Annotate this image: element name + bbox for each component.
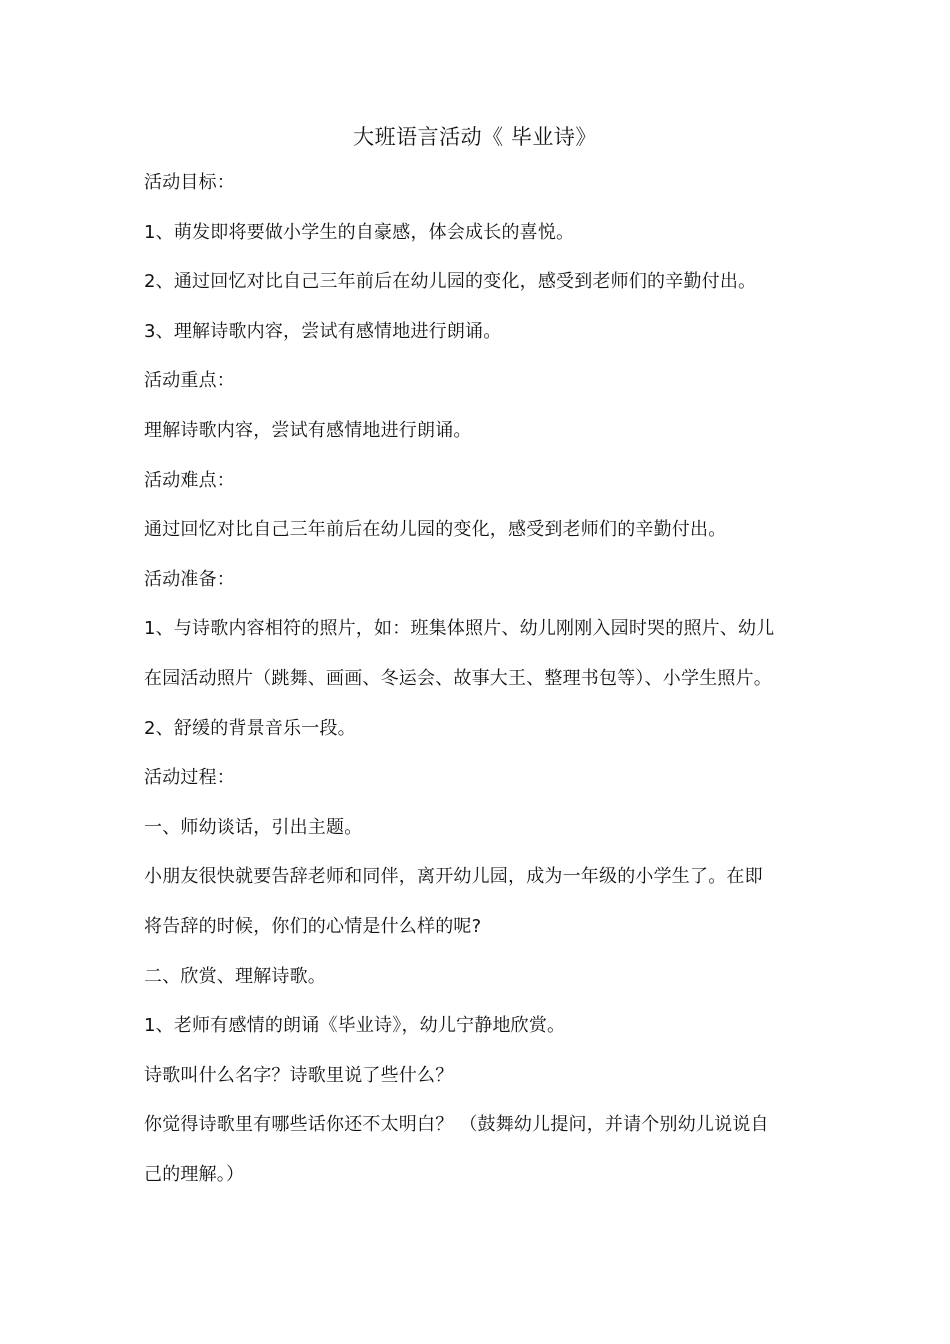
section-heading-focus: 活动重点：	[144, 370, 235, 392]
process-step-1: 一、师幼谈话，引出主题。	[144, 816, 363, 838]
goal-item-1: 1、萌发即将要做小学生的自豪感，体会成长的喜悦。	[144, 221, 575, 243]
process-substep-1: 1、老师有感情的朗诵《毕业诗》，幼儿宁静地欣赏。	[144, 1015, 566, 1037]
preparation-item-2: 2、舒缓的背景音乐一段。	[144, 717, 356, 739]
process-paragraph-line-1: 小朋友很快就要告辞老师和同伴，离开幼儿园，成为一年级的小学生了。在即	[144, 866, 763, 888]
goal-item-3: 3、理解诗歌内容，尝试有感情地进行朗诵。	[144, 320, 502, 342]
document-body	[144, 158, 824, 1199]
question-line-1: 诗歌叫什么名字？诗歌里说了些什么？	[144, 1064, 454, 1086]
focus-text: 理解诗歌内容，尝试有感情地进行朗诵。	[144, 419, 472, 441]
preparation-item-1-line-2: 在园活动照片（跳舞、画画、冬运会、故事大王、整理书包等）、小学生照片。	[144, 667, 772, 689]
section-heading-difficulty: 活动难点：	[144, 469, 235, 491]
process-step-2: 二、欣赏、理解诗歌。	[144, 965, 326, 987]
goal-item-2: 2、通过回忆对比自己三年前后在幼儿园的变化，感受到老师们的辛勤付出。	[144, 271, 757, 293]
section-heading-goals: 活动目标：	[144, 172, 235, 193]
process-paragraph-line-2: 将告辞的时候，你们的心情是什么样的呢?	[144, 915, 482, 937]
document-title: 大班语言活动《 毕业诗》	[353, 125, 597, 149]
question-line-3: 己的理解。）	[144, 1163, 245, 1185]
difficulty-text: 通过回忆对比自己三年前后在幼儿园的变化，感受到老师们的辛勤付出。	[144, 519, 727, 541]
preparation-item-1-line-1: 1、与诗歌内容相符的照片，如：班集体照片、幼儿刚刚入园时哭的照片、幼儿	[144, 618, 775, 640]
section-heading-preparation: 活动准备：	[144, 568, 235, 590]
section-heading-process: 活动过程：	[144, 767, 235, 789]
question-line-2: 你觉得诗歌里有哪些话你还不太明白？ （鼓舞幼儿提问，并请个别幼儿说说自	[144, 1114, 769, 1136]
